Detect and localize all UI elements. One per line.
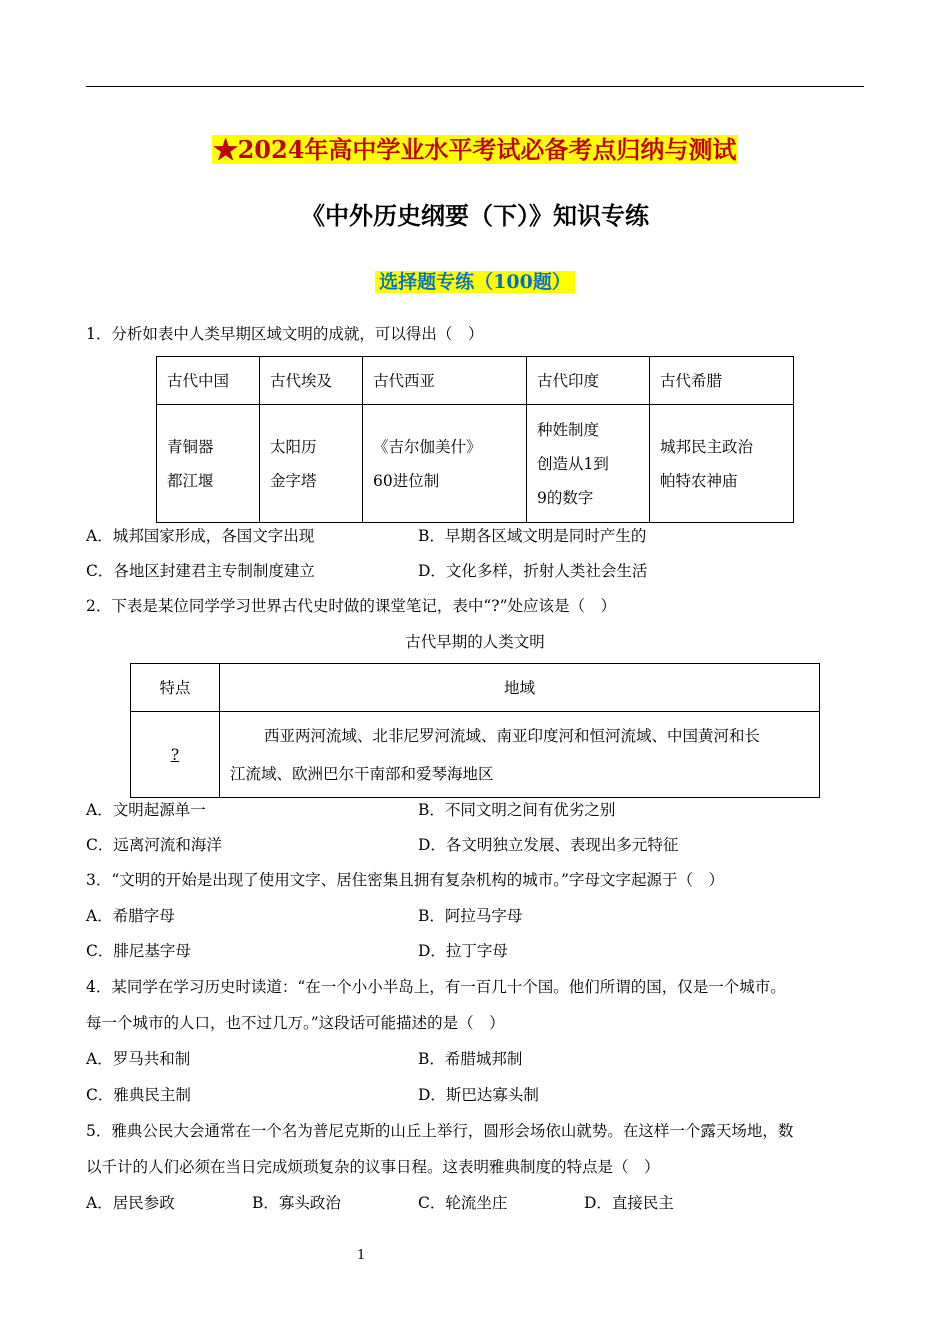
table-header-cell: 古代西亚 [363,357,527,405]
subject-title: 《中外历史纲要（下）》知识专练 [301,201,649,230]
question-1-option-d[interactable]: D．文化多样，折射人类社会生活 [418,562,648,580]
question-4-option-d[interactable]: D．斯巴达寡头制 [418,1086,539,1104]
question-1-option-a[interactable]: A．城邦国家形成，各国文字出现 [86,527,315,545]
question-5-stem-line1: 5．雅典公民大会通常在一个名为普尼克斯的山丘上举行，圆形会场依山就势。在这样一个露天场地，数 [86,1122,794,1140]
question-2-stem: 2．下表是某位同学学习世界古代史时做的课堂笔记，表中“?”处应该是（ ） [86,597,617,615]
table-header-cell: 古代希腊 [650,357,794,405]
question-3-option-d[interactable]: D．拉丁字母 [418,942,508,960]
question-5-option-d[interactable]: D．直接民主 [584,1194,674,1212]
table-cell: 《吉尔伽美什》 60进位制 [363,405,527,523]
table-header-cell: 古代中国 [157,357,260,405]
question-3-stem: 3．“文明的开始是出现了使用文字、居住密集且拥有复杂机构的城市。”字母文字起源于（ ） [86,871,724,889]
main-title: ★2024年高中学业水平考试必备考点归纳与测试 [213,135,737,164]
question-4-stem-line1: 4．某同学在学习历史时读道：“在一个小小半岛上，有一百几十个国。他们所谓的国，仅是一个城市。 [86,978,786,996]
question-1-option-c[interactable]: C．各地区封建君主专制制度建立 [86,562,315,580]
question-1-option-b[interactable]: B．早期各区域文明是同时产生的 [418,527,647,545]
page-number: 1 [357,1248,366,1263]
question-3-option-c[interactable]: C．腓尼基字母 [86,942,191,960]
question-4-option-c[interactable]: C．雅典民主制 [86,1086,191,1104]
table-header-cell: 特点 [131,664,220,712]
question-2-table [130,663,820,798]
table-cell [131,712,220,798]
question-3-option-a[interactable]: A．希腊字母 [86,907,175,925]
question-4-option-b[interactable]: B．希腊城邦制 [418,1050,523,1068]
question-1-table [156,356,794,523]
question-2-option-a[interactable]: A．文明起源单一 [86,801,206,819]
table-cell: 青铜器 都江堰 [157,405,260,523]
question-2-option-d[interactable]: D．各文明独立发展、表现出多元特征 [418,836,679,854]
question-5-stem-line2: 以千计的人们必须在当日完成烦琐复杂的议事日程。这表明雅典制度的特点是（ ） [86,1158,660,1176]
table-cell: 城邦民主政治 帕特农神庙 [650,405,794,523]
table-cell: 西亚两河流域、北非尼罗河流域、南亚印度河和恒河流域、中国黄河和长 江流域、欧洲巴尔干南部和爱琴海地区 [220,712,820,798]
table-cell: 种姓制度 创造从1到 9的数字 [527,405,650,523]
question-5-option-a[interactable]: A．居民参政 [86,1194,175,1212]
header-rule [86,86,864,87]
question-5-option-c[interactable]: C．轮流坐庄 [418,1194,508,1212]
table-header-cell: 地域 [220,664,820,712]
question-4-option-a[interactable]: A．罗马共和制 [86,1050,191,1068]
table-header-cell: 古代印度 [527,357,650,405]
question-1-stem: 1．分析如表中人类早期区域文明的成就，可以得出（ ） [86,325,484,343]
question-5-option-b[interactable]: B．寡头政治 [252,1194,341,1212]
unknown-mark: ? [170,745,180,764]
question-2-table-caption: 古代早期的人类文明 [405,633,545,651]
table-header-cell: 古代埃及 [260,357,363,405]
question-3-option-b[interactable]: B．阿拉马字母 [418,907,523,925]
section-title: 选择题专练（100题） [0,266,950,298]
table-cell: 太阳历 金字塔 [260,405,363,523]
question-2-option-c[interactable]: C．远离河流和海洋 [86,836,222,854]
question-2-option-b[interactable]: B．不同文明之间有优劣之别 [418,801,616,819]
question-4-stem-line2: 每一个城市的人口，也不过几万。”这段话可能描述的是（ ） [86,1014,505,1032]
